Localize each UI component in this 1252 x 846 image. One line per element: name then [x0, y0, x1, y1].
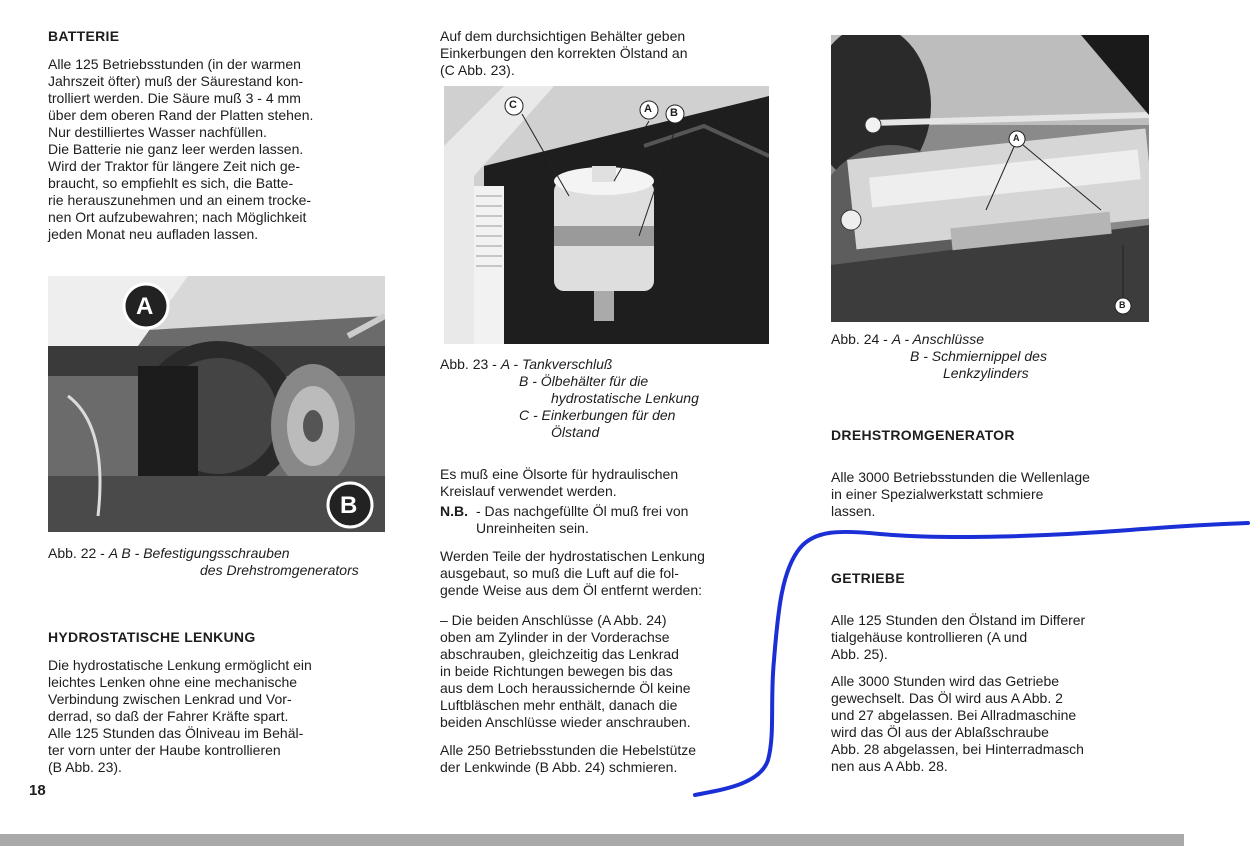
fig24-b1: B - Schmiernippel des — [910, 348, 1047, 364]
fig22-line2: des Drehstromgenerators — [200, 562, 359, 578]
fig23-b2: hydrostatische Lenkung — [551, 390, 699, 406]
air-paragraph: Werden Teile der hydrostatischen Lenkung ausgebaut, so muß die Luft auf die fol- gende Weise aus dem Öl entfernt werden: — [440, 548, 705, 598]
photo-label-b-24: B — [1119, 300, 1126, 310]
getriebe-paragraph-1: Alle 125 Stunden den Ölstand im Differer tialgehäuse kontrollieren (A und Abb. 25). — [831, 612, 1086, 662]
getriebe-paragraph-2: Alle 3000 Stunden wird das Getriebe gewechselt. Das Öl wird aus A Abb. 2 und 27 abgelassen. Bei Allradmaschine wird das Öl aus der Ablaßschraube Abb. 28 abgelassen, bei Hinterradmasch nen aus A Abb. 28. — [831, 673, 1084, 774]
batterie-paragraph: Alle 125 Betriebsstunden (in der warmen Jahrszeit öfter) muß der Säurestand kon- trolliert werden. Die Säure muß 3 - 4 mm über dem oberen Rand der Platten stehen. Nur destilliertes Wasser nachfüllen. Die Batterie nie ganz leer werden lassen. Wird der Traktor für längere Zeit nich ge- braucht, so empfiehlt es sich, die Batte- rie herauszunehmen und an einem trocke- nen Ort aufzubewahren; nach Möglichkeit jeden Monat neu aufladen lassen. — [48, 56, 314, 242]
photo-label-a-23: A — [644, 103, 652, 115]
col2-intro: Auf dem durchsichtigen Behälter geben Einkerbungen den korrekten Ölstand an (C Abb. 23). — [440, 28, 688, 78]
lever-paragraph: Alle 250 Betriebsstunden die Hebelstütze der Lenkwinde (B Abb. 24) schmieren. — [440, 742, 697, 775]
fig23-b1: B - Ölbehälter für die — [519, 373, 649, 389]
photo-label-a: A — [136, 293, 154, 320]
fig23-c2: Ölstand — [551, 424, 600, 440]
photo-label-b: B — [340, 492, 358, 519]
nb-label: N.B. — [440, 503, 468, 519]
nb-text: - Das nachgefüllte Öl muß frei von Unreinheiten sein. — [476, 503, 689, 536]
lenkung-paragraph: Die hydrostatische Lenkung ermöglicht ein leichtes Lenken ohne eine mechanische Verbindung zwischen Lenkrad und Vor- derrad, so daß der Fahrer Kräfte spart. Alle 125 Stunden das Ölniveau im Behäl- ter vorn unter der Haube kontrollieren (B Abb. 23). — [48, 657, 312, 775]
photo-label-c: C — [509, 99, 517, 111]
fig22-line1: A B - Befestigungsschrauben — [108, 545, 290, 561]
fig24-a: A - Anschlüsse — [891, 331, 985, 347]
heading-getriebe: GETRIEBE — [831, 570, 905, 586]
oil-type-paragraph: Es muß eine Ölsorte für hydraulischen Kreislauf verwendet werden. — [440, 466, 679, 499]
fig23-prefix: Abb. 23 - — [440, 356, 501, 372]
heading-lenkung: HYDROSTATISCHE LENKUNG — [48, 629, 256, 645]
fig24-prefix: Abb. 24 - — [831, 331, 892, 347]
fig24-b2: Lenkzylinders — [943, 365, 1029, 381]
heading-batterie: BATTERIE — [48, 28, 120, 44]
fig22-prefix: Abb. 22 - — [48, 545, 109, 561]
fig23-a: A - Tankverschluß — [500, 356, 613, 372]
photo-label-b-23: B — [670, 107, 678, 119]
heading-generator: DREHSTROMGENERATOR — [831, 427, 1015, 443]
photo-label-a-24: A — [1013, 133, 1020, 143]
generator-paragraph: Alle 3000 Betriebsstunden die Wellenlage in einer Spezialwerkstatt schmiere lassen. — [831, 469, 1090, 519]
bullet-paragraph: – Die beiden Anschlüsse (A Abb. 24) oben am Zylinder in der Vorderachse abschrauben, gleichzeitig das Lenkrad in beide Richtungen bewegen bis das aus dem Loch heraussichernde Öl keine Luftbläschen mehr enthält, danach die beiden Anschlüsse wieder anschrauben. — [440, 612, 691, 730]
page-number: 18 — [29, 782, 46, 799]
bottom-scan-bar — [0, 834, 1184, 846]
fig23-c1: C - Einkerbungen für den — [519, 407, 676, 423]
